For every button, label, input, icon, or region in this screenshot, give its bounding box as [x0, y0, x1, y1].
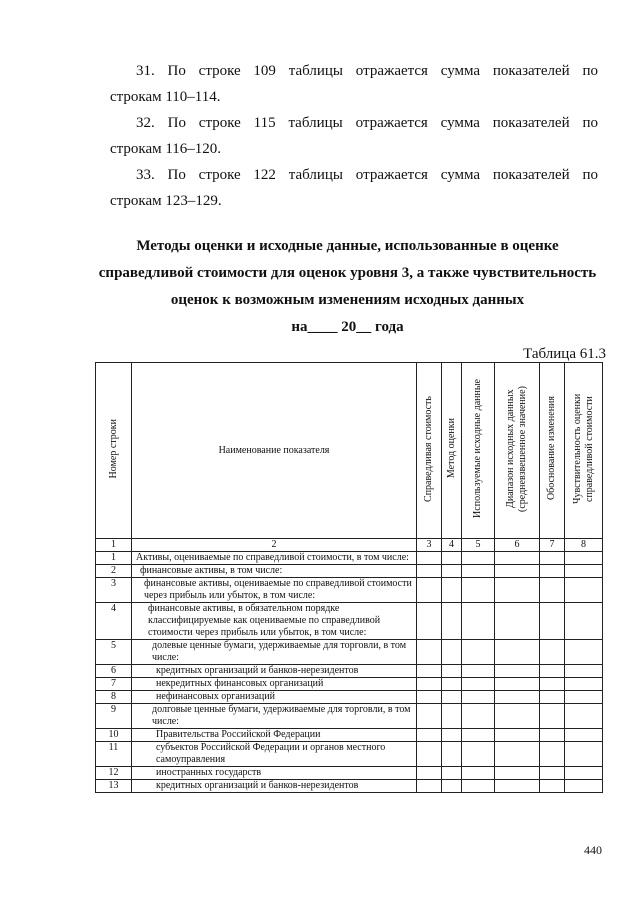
- table-row: [96, 578, 603, 603]
- table-row: [96, 767, 603, 780]
- row-name: финансовые активы, оцениваемые по справедливой стоимости через прибыль или убыток, в том числе:: [132, 578, 417, 603]
- section-heading: [95, 233, 600, 341]
- table-row: [96, 665, 603, 678]
- column-number: 7: [540, 539, 565, 552]
- row-name: субъектов Российской Федерации и органов местного самоуправления: [132, 742, 417, 767]
- row-name: Правительства Российской Федерации: [132, 729, 417, 742]
- row-number: 2: [96, 565, 132, 578]
- row-number: 10: [96, 729, 132, 742]
- table-row: [96, 704, 603, 729]
- table-row: [96, 729, 603, 742]
- table-row: [96, 640, 603, 665]
- table-row: [96, 780, 603, 793]
- header-input-range: Диапазон исходных данных (средневзвешенное значение): [495, 363, 540, 539]
- row-number: 6: [96, 665, 132, 678]
- column-number: 5: [462, 539, 495, 552]
- paragraph-31-line2: строкам 110–114.: [110, 89, 221, 105]
- heading-line-1: Методы оценки и исходные данные, использованные в оценке: [136, 238, 559, 254]
- heading-line-3: оценок к возможным изменениям исходных данных: [170, 292, 525, 308]
- row-number: 1: [96, 552, 132, 565]
- paragraph-32-line2: строкам 116–120.: [110, 141, 222, 157]
- column-number: 8: [565, 539, 603, 552]
- paragraph-31: [110, 58, 598, 110]
- table-row: [96, 678, 603, 691]
- row-name: иностранных государств: [132, 767, 417, 780]
- row-name: финансовые активы, в обязательном порядке классифицируемые как оцениваемые по справедливой стоимости через прибыль или убыток, в том числе:: [132, 603, 417, 640]
- table-row: [96, 691, 603, 704]
- table-row: [96, 565, 603, 578]
- paragraph-33: [110, 162, 598, 214]
- row-name: Активы, оцениваемые по справедливой стоимости, в том числе:: [132, 552, 417, 565]
- column-number: 4: [442, 539, 462, 552]
- column-number: 1: [96, 539, 132, 552]
- header-valuation-method: Метод оценки: [442, 363, 462, 539]
- column-numbers-row: [96, 539, 603, 552]
- paragraph-32-line1: 32. По строке 115 таблицы отражается сумма показателей по: [136, 115, 598, 131]
- fair-value-table: [95, 362, 603, 793]
- row-name: долевые ценные бумаги, удерживаемые для торговли, в том числе:: [132, 640, 417, 665]
- header-fair-value: Справедливая стоимость: [417, 363, 442, 539]
- header-indicator-name: Наименование показателя: [132, 363, 417, 539]
- column-number: 3: [417, 539, 442, 552]
- table-row: [96, 603, 603, 640]
- table-row: [96, 742, 603, 767]
- row-number: 3: [96, 578, 132, 603]
- heading-line-2: справедливой стоимости для оценок уровня 3, а также чувствительность: [98, 265, 597, 281]
- row-name: нефинансовых организаций: [132, 691, 417, 704]
- header-row-number: Номер строки: [96, 363, 132, 539]
- row-name: некредитных финансовых организаций: [132, 678, 417, 691]
- paragraph-31-line1: 31. По строке 109 таблицы отражается сумма показателей по: [136, 63, 598, 79]
- row-number: 7: [96, 678, 132, 691]
- paragraph-32: [110, 110, 598, 162]
- column-number: 6: [495, 539, 540, 552]
- row-number: 4: [96, 603, 132, 640]
- header-change-rationale: Обоснование изменения: [540, 363, 565, 539]
- table-label: Таблица 61.3: [523, 346, 606, 362]
- row-name: кредитных организаций и банков-нерезидентов: [132, 665, 417, 678]
- table-row: [96, 552, 603, 565]
- page-number: 440: [584, 843, 602, 857]
- row-number: 5: [96, 640, 132, 665]
- paragraph-33-line2: строкам 123–129.: [110, 193, 222, 209]
- row-name: кредитных организаций и банков-нерезидентов: [132, 780, 417, 793]
- row-number: 8: [96, 691, 132, 704]
- paragraph-33-line1: 33. По строке 122 таблицы отражается сумма показателей по: [136, 167, 598, 183]
- row-name: финансовые активы, в том числе:: [132, 565, 417, 578]
- header-sensitivity: Чувствительность оценки справедливой стоимости: [565, 363, 603, 539]
- header-inputs-used: Используемые исходные данные: [462, 363, 495, 539]
- heading-date-line: на____ 20__ года: [291, 319, 404, 335]
- row-number: 9: [96, 704, 132, 729]
- row-number: 11: [96, 742, 132, 767]
- row-number: 13: [96, 780, 132, 793]
- row-number: 12: [96, 767, 132, 780]
- row-name: долговые ценные бумаги, удерживаемые для торговли, в том числе:: [132, 704, 417, 729]
- column-number: 2: [132, 539, 417, 552]
